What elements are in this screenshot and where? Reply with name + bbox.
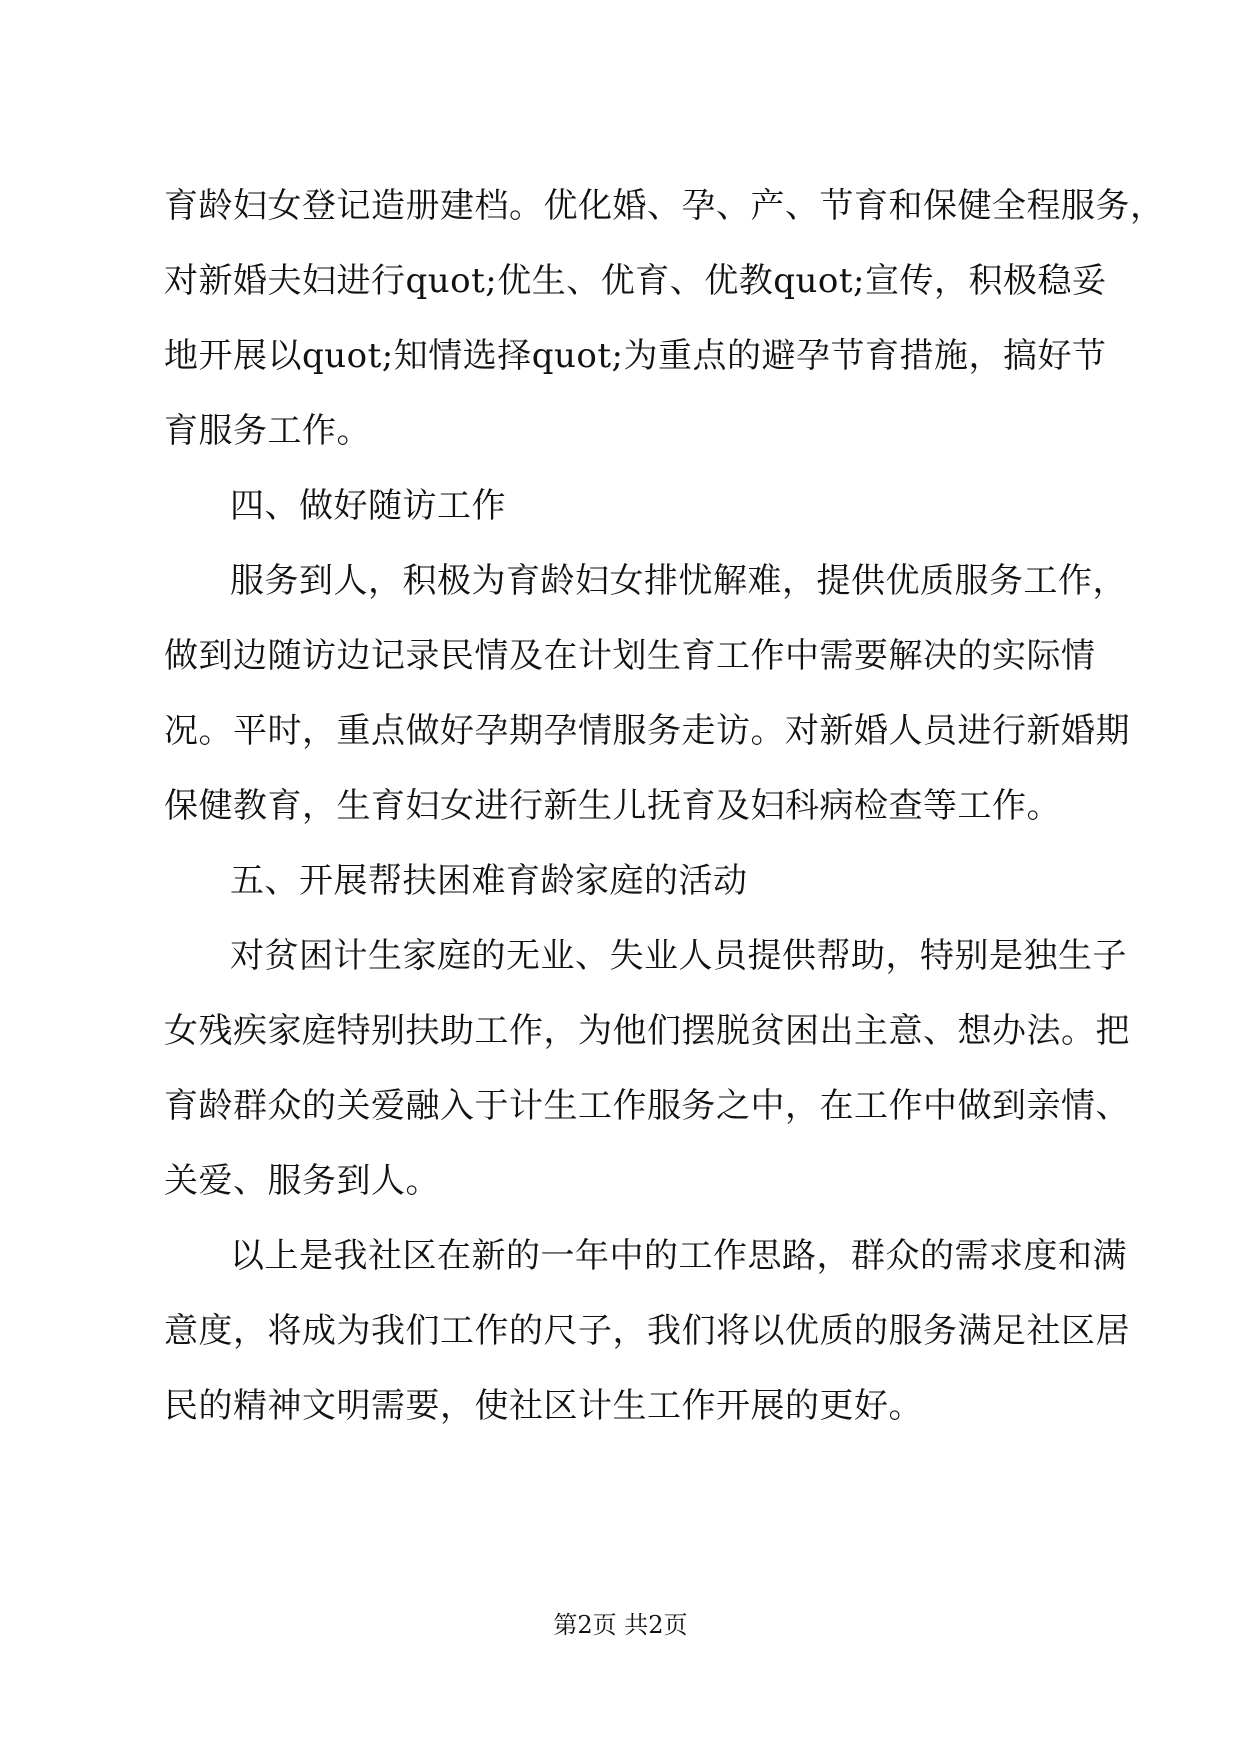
section-heading: 五、开展帮扶困难育龄家庭的活动 [230, 861, 748, 901]
paragraph-line: 况。平时，重点做好孕期孕情服务走访。对新婚人员进行新婚期 [164, 711, 1130, 751]
paragraph-line: 意度，将成为我们工作的尺子，我们将以优质的服务满足社区居 [164, 1311, 1130, 1351]
paragraph-line: 地开展以quot;知情选择quot;为重点的避孕节育措施，搞好节 [164, 336, 1107, 376]
section-heading: 四、做好随访工作 [230, 486, 506, 526]
paragraph-line: 育龄群众的关爱融入于计生工作服务之中，在工作中做到亲情、 [164, 1086, 1130, 1126]
paragraph-line: 关爱、服务到人。 [164, 1161, 440, 1201]
paragraph-line: 服务到人，积极为育龄妇女排忧解难，提供优质服务工作， [230, 561, 1127, 601]
paragraph-line: 育龄妇女登记造册建档。优化婚、孕、产、节育和保健全程服务， [164, 186, 1165, 226]
paragraph-line: 对贫困计生家庭的无业、失业人员提供帮助，特别是独生子 [230, 936, 1127, 976]
paragraph-line: 育服务工作。 [164, 411, 371, 451]
paragraph-line: 保健教育，生育妇女进行新生儿抚育及妇科病检查等工作。 [164, 786, 1061, 826]
paragraph-line: 对新婚夫妇进行quot;优生、优育、优教quot;宣传，积极稳妥 [164, 261, 1107, 301]
paragraph-line: 做到边随访边记录民情及在计划生育工作中需要解决的实际情 [164, 636, 1096, 676]
paragraph-line: 民的精神文明需要，使社区计生工作开展的更好。 [164, 1386, 923, 1426]
paragraph-line: 以上是我社区在新的一年中的工作思路，群众的需求度和满 [230, 1236, 1127, 1276]
page-footer: 第2页 共2页 [553, 1611, 688, 1639]
paragraph-line: 女残疾家庭特别扶助工作，为他们摆脱贫困出主意、想办法。把 [164, 1011, 1130, 1051]
